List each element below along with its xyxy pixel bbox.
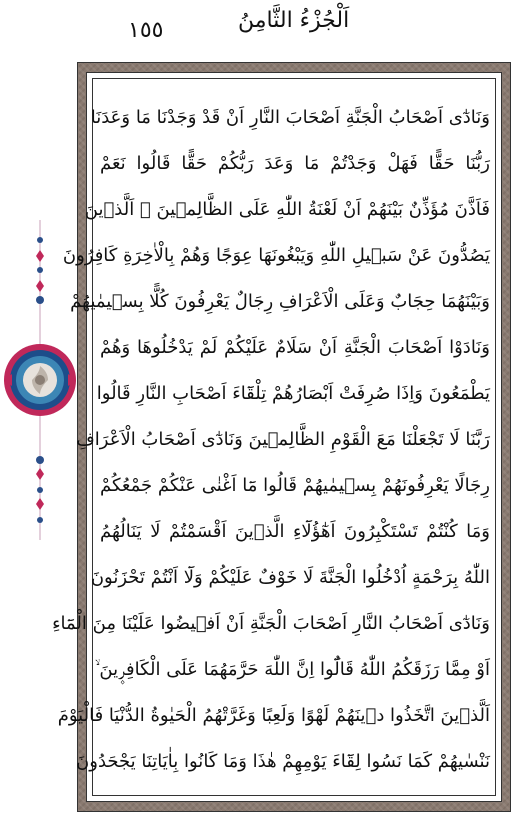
page-number: ١٥٥ xyxy=(128,18,164,43)
juz-title: اَلْجُزْءُ الثَّامِنُ xyxy=(238,8,350,33)
text-line: يَطْمَعُونَ وَاِذَا صُرِفَتْ اَبْصَارُهُمْ تِلْقَٓاءَ اَصْحَابِ النَّارِ قَالُوا xyxy=(96,383,490,404)
text-line: يَصُدُّونَ عَنْ سَب۪يلِ اللّٰهِ وَيَبْغُونَهَا عِوَجًا وَهُمْ بِالْاٰخِرَةِ كَافِرُونَ xyxy=(62,245,490,266)
text-line: رَبُّنَا حَقًّا فَهَلْ وَجَدْتُمْ مَا وَعَدَ رَبُّكُمْ حَقًّا قَالُوا نَعَمْ xyxy=(100,153,490,174)
text-line: وَبَيْنَهُمَا حِجَابٌ وَعَلَى الْاَعْرَافِ رِجَالٌ يَعْرِفُونَ كُلًّا بِس۪يمٰيهُمْ xyxy=(70,291,490,312)
text-line: اَلَّذ۪ينَ اتَّخَذُوا د۪ينَهُمْ لَهْوًا وَلَعِبًا وَغَرَّتْهُمُ الْحَيٰوةُ الدُّنْيَا فَالْيَوْمَ xyxy=(57,705,490,726)
text-line: اللّٰهُ بِرَحْمَةٍ اُدْخُلُوا الْجَنَّةَ لَا خَوْفٌ عَلَيْكُمْ وَلَٓا اَنْتُمْ تَحْزَنُونَ xyxy=(90,567,490,588)
text-line: فَاَذَّنَ مُؤَذِّنٌ بَيْنَهُمْ اَنْ لَعْنَةُ اللّٰهِ عَلَى الظَّالِم۪ينَ ۙ اَلَّذ۪ينَ xyxy=(84,199,490,220)
text-line: وَنَادَوْا اَصْحَابَ الْجَنَّةِ اَنْ سَلَامٌ عَلَيْكُمْ لَمْ يَدْخُلُوهَا وَهُمْ xyxy=(100,337,490,358)
text-line: اَوْ مِمَّا رَزَقَكُمُ اللّٰهُ قَالُٓوا اِنَّ اللّٰهَ حَرَّمَهُمَا عَلَى الْكَافِر۪ينَ ۙ xyxy=(94,659,490,680)
text-line: وَنَادٰٓى اَصْحَابُ النَّارِ اَصْحَابَ الْجَنَّةِ اَنْ اَف۪يضُوا عَلَيْنَا مِنَ الْمَٓاءِ xyxy=(52,613,490,634)
quran-text-block xyxy=(52,96,490,786)
text-line: نَنْسٰيهُمْ كَمَا نَسُوا لِقَٓاءَ يَوْمِهِمْ هٰذَا وَمَا كَانُوا بِاٰيَاتِنَا يَجْحَدُونَ xyxy=(76,751,490,772)
text-line: رَبَّنَا لَا تَجْعَلْنَا مَعَ الْقَوْمِ الظَّالِم۪ينَ وَنَادٰٓى اَصْحَابُ الْاَعْرَافِ xyxy=(76,429,490,450)
page-header xyxy=(0,0,518,60)
text-line: وَمَا كُنْتُمْ تَسْتَكْبِرُونَ اَهٰٓؤُلَٓاءِ الَّذ۪ينَ اَقْسَمْتُمْ لَا يَنَالُهُمُ xyxy=(100,521,490,542)
text-line: وَنَادٰٓى اَصْحَابُ الْجَنَّةِ اَصْحَابَ النَّارِ اَنْ قَدْ وَجَدْنَا مَا وَعَدَنَا xyxy=(90,107,490,128)
text-line: رِجَالًا يَعْرِفُونَهُمْ بِس۪يمٰيهُمْ قَالُوا مَٓا اَغْنٰى عَنْكُمْ جَمْعُكُمْ xyxy=(100,475,490,496)
